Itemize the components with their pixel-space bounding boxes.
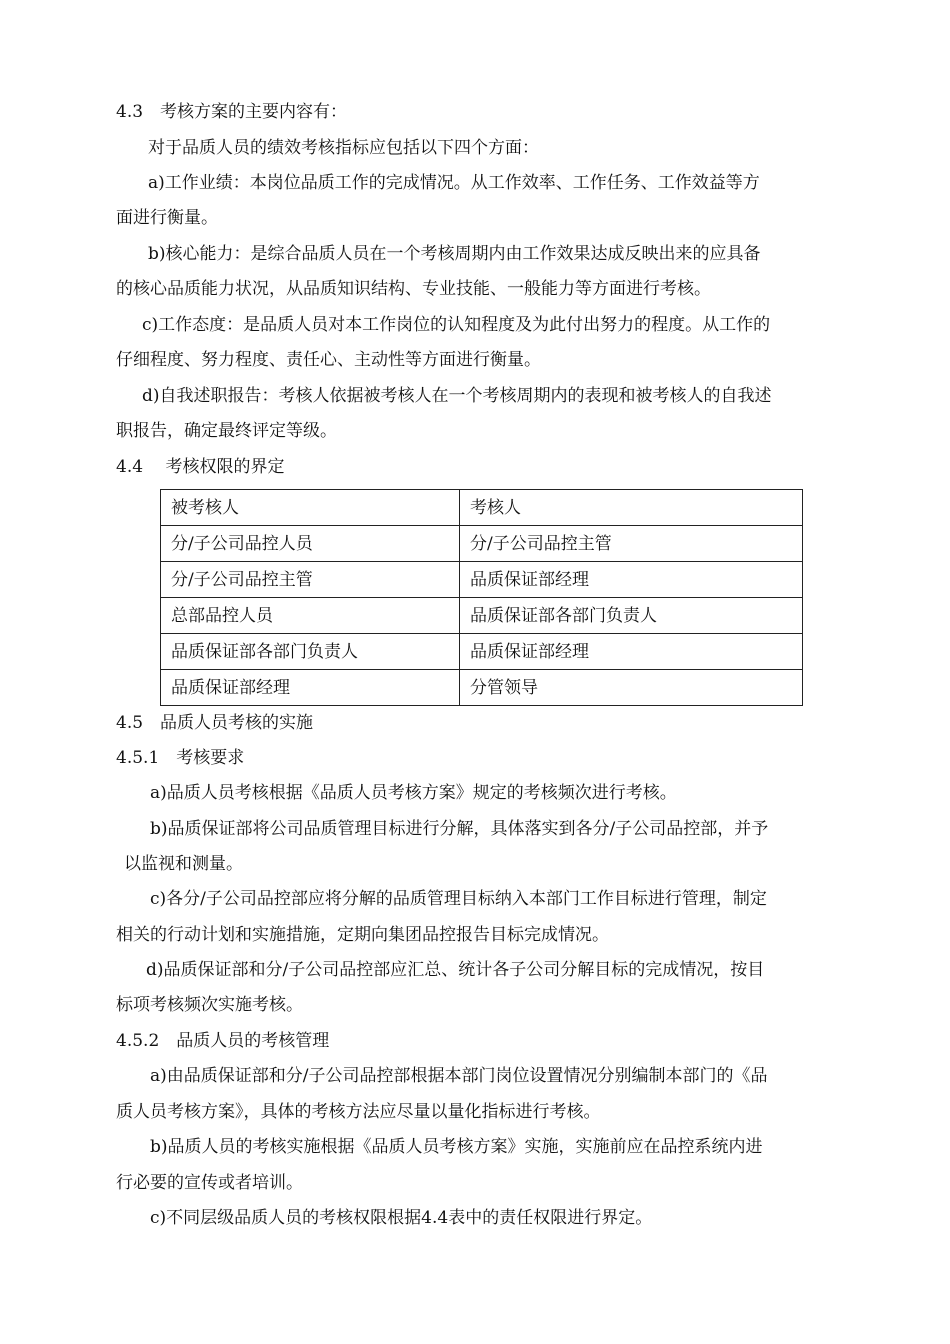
req-d-line-2: 标项考核频次实施考核。 [116, 995, 303, 1015]
table-row [161, 670, 803, 706]
item-d-line-1: d)自我述职报告：考核人依据被考核人在一个考核周期内的表现和被考核人的自我述 [142, 386, 772, 406]
mgmt-c: c)不同层级品质人员的考核权限根据4.4表中的责任权限进行界定。 [150, 1208, 653, 1228]
mgmt-b-line-1: b)品质人员的考核实施根据《品质人员考核方案》实施，实施前应在品控系统内进 [150, 1137, 763, 1157]
section-4-5-2-heading: 4.5.2 品质人员的考核管理 [116, 1031, 330, 1051]
item-c-line-1: c)工作态度：是品质人员对本工作岗位的认知程度及为此付出努力的程度。从工作的 [142, 315, 771, 335]
table-row [161, 634, 803, 670]
table-cell: 分/子公司品控主管 [460, 526, 803, 562]
item-d-line-2: 职报告，确定最终评定等级。 [116, 421, 337, 441]
req-d-line-1: d)品质保证部和分/子公司品控部应汇总、统计各子公司分解目标的完成情况，按目 [146, 960, 765, 980]
table-cell: 品质保证部经理 [460, 634, 803, 670]
section-4-5-1-heading: 4.5.1 考核要求 [116, 748, 245, 768]
table-cell: 品质保证部各部门负责人 [460, 598, 803, 634]
section-4-5-heading: 4.5 品质人员考核的实施 [116, 713, 314, 733]
table-row [161, 562, 803, 598]
table-cell: 分/子公司品控主管 [161, 562, 460, 598]
mgmt-a-line-1: a)由品质保证部和分/子公司品控部根据本部门岗位设置情况分别编制本部门的《品 [150, 1066, 768, 1086]
table-cell: 品质保证部经理 [460, 562, 803, 598]
req-c-line-2: 相关的行动计划和实施措施，定期向集团品控报告目标完成情况。 [116, 925, 609, 945]
table-row [161, 526, 803, 562]
table-cell: 总部品控人员 [161, 598, 460, 634]
section-4-3-heading: 4.3 考核方案的主要内容有： [116, 102, 348, 122]
section-4-4-heading: 4.4 考核权限的界定 [116, 457, 285, 477]
item-a-line-2: 面进行衡量。 [116, 208, 218, 228]
req-b-line-1: b)品质保证部将公司品质管理目标进行分解，具体落实到各分/子公司品控部，并予 [150, 819, 769, 839]
mgmt-b-line-2: 行必要的宣传或者培训。 [116, 1173, 303, 1193]
mgmt-a-line-2: 质人员考核方案》，具体的考核方法应尽量以量化指标进行考核。 [116, 1102, 601, 1122]
req-b-line-2: 以监视和测量。 [124, 854, 243, 874]
item-b-line-2: 的核心品质能力状况，从品质知识结构、专业技能、一般能力等方面进行考核。 [116, 279, 711, 299]
section-4-3-intro: 对于品质人员的绩效考核指标应包括以下四个方面： [148, 138, 539, 158]
authority-table [160, 489, 803, 706]
table-cell: 分管领导 [460, 670, 803, 706]
table-cell: 品质保证部经理 [161, 670, 460, 706]
req-c-line-1: c)各分/子公司品控部应将分解的品质管理目标纳入本部门工作目标进行管理，制定 [150, 889, 767, 909]
item-a-line-1: a)工作业绩：本岗位品质工作的完成情况。从工作效率、工作任务、工作效益等方 [148, 173, 760, 193]
table-cell: 品质保证部各部门负责人 [161, 634, 460, 670]
table-row [161, 598, 803, 634]
table-header-row [161, 490, 803, 526]
table-header-cell: 被考核人 [161, 490, 460, 526]
item-b-line-1: b)核心能力：是综合品质人员在一个考核周期内由工作效果达成反映出来的应具备 [148, 244, 761, 264]
table-header-cell: 考核人 [460, 490, 803, 526]
table-cell: 分/子公司品控人员 [161, 526, 460, 562]
item-c-line-2: 仔细程度、努力程度、责任心、主动性等方面进行衡量。 [116, 350, 541, 370]
req-a: a)品质人员考核根据《品质人员考核方案》规定的考核频次进行考核。 [150, 783, 677, 803]
